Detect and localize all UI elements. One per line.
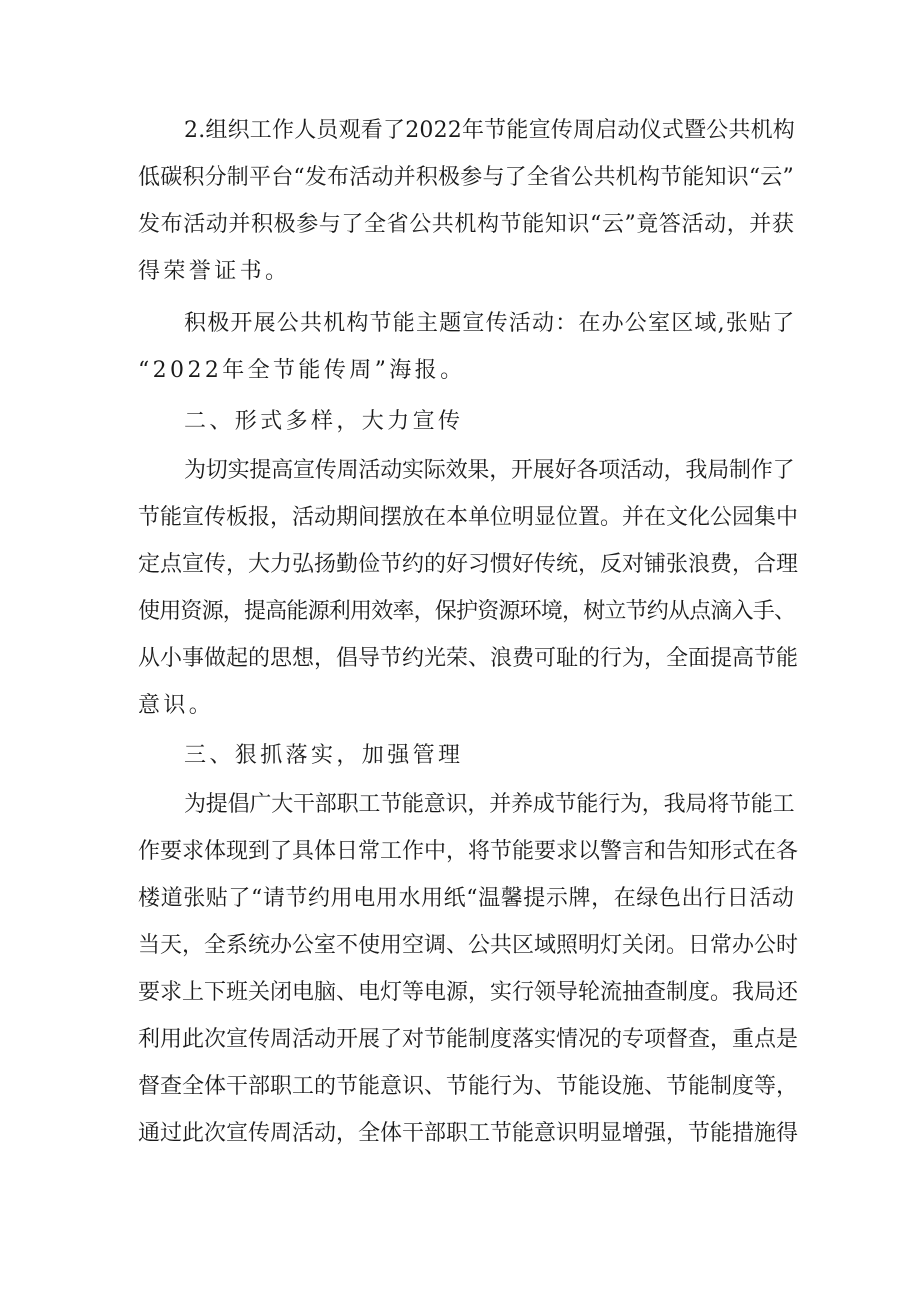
section-heading: 二、形式多样，大力宣传 [184,409,464,434]
paragraph-line: 低碳积分制平台“发布活动并积极参与了全省公共机构节能知识“云” [138,165,794,190]
paragraph-line: 督查全体干部职工的节能意识、节能行为、节能设施、节能制度等， [138,1074,799,1099]
paragraph-line: 从小事做起的思想，倡导节约光荣、浪费可耻的行为，全面提高节能 [138,646,799,671]
paragraph-line: 意识。 [138,693,215,718]
paragraph-line: 要求上下班关闭电脑、电灯等电源，实行领导轮流抽查制度。我局还 [138,980,799,1005]
paragraph-line: 为提倡广大干部职工节能意识，并养成节能行为，我局将节能工 [184,792,795,817]
paragraph-line: “2022年全节能传周”海报。 [138,358,466,383]
section-heading: 三、狠抓落实，加强管理 [184,743,464,768]
paragraph-line: 节能宣传板报，活动期间摆放在本单位明显位置。并在文化公园集中 [138,505,799,530]
paragraph-line: 2.组织工作人员观看了2022年节能宣传周启动仪式暨公共机构 [184,118,795,143]
paragraph-line: 发布活动并积极参与了全省公共机构节能知识“云”竟答活动，并获 [138,212,795,237]
paragraph-line: 定点宣传，大力弘扬勤俭节约的好习惯好传统，反对铺张浪费，合理 [138,552,799,577]
paragraph-line: 利用此次宣传周活动开展了对节能制度落实情况的专项督查，重点是 [138,1027,799,1052]
paragraph-line: 为切实提高宣传周活动实际效果，开展好各项活动，我局制作了 [184,458,795,483]
paragraph-line: 通过此次宣传周活动，全体干部职工节能意识明显增强，节能措施得 [138,1121,799,1146]
paragraph-line: 积极开展公共机构节能主题宣传活动：在办公室区域,张贴了 [184,311,796,336]
paragraph-line: 得荣誉证书。 [138,259,291,284]
paragraph-line: 使用资源，提高能源利用效率，保护资源环境，树立节约从点滴入手、 [138,599,796,624]
paragraph-line: 作要求体现到了具体日常工作中，将节能要求以警言和告知形式在各 [138,839,799,864]
paragraph-line: 当天，全系统办公室不使用空调、公共区域照明灯关闭。日常办公时 [138,933,799,958]
paragraph-line: 楼道张贴了“请节约用电用水用纸“温馨提示牌，在绿色出行日活动 [138,886,795,911]
